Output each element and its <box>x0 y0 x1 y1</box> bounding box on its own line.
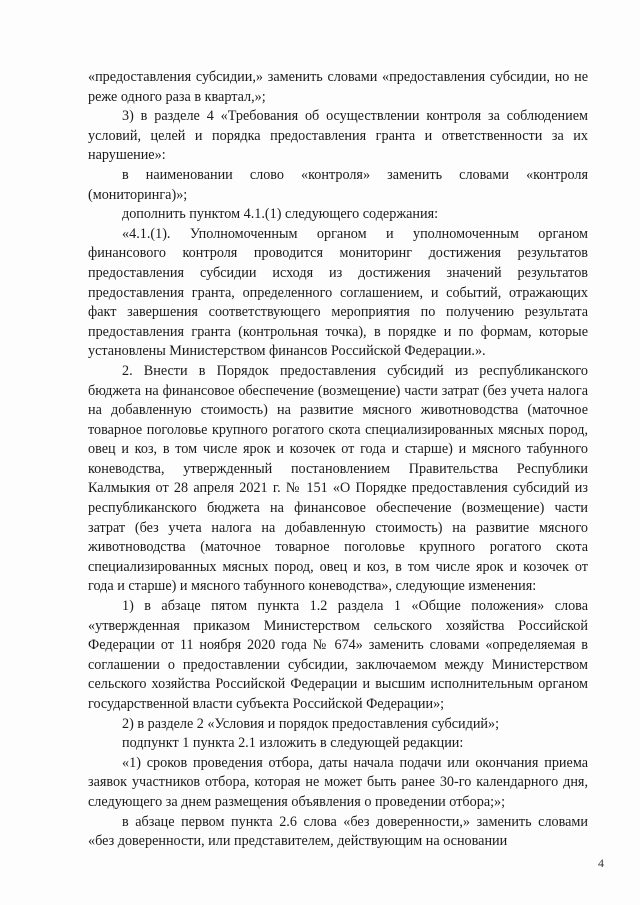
paragraph-5: «4.1.(1). Уполномоченным органом и уполномоченным органом финансового контроля проводится мониторинг достижения результатов предоставления субсидии исходя из достижения значений результатов предоставления гранта, определенного соглашением, и событий, отражающих факт завершения соответствующего мероприятия по получению результата предоставления гранта (контрольная точка), в порядке и по формам, которые установлены Министерством финансов Российской Федерации.». <box>88 225 588 360</box>
paragraph-7: 1) в абзаце пятом пункта 1.2 раздела 1 «Общие положения» слова «утвержденная приказом Министерством сельского хозяйства Российской Федерации от 11 ноября 2020 года № 674» заменить словами «определяемая в соглашении о предоставлении субсидии, заключаемом между Министерством сельского хозяйства Российской Федерации и высшим исполнительным органом государственной власти субъекта Российской Федерации»; <box>88 598 588 712</box>
document-body <box>88 68 588 852</box>
paragraph-10: «1) сроков проведения отбора, даты начала подачи или окончания приема заявок участников отбора, которая не может быть ранее 30-го календарного дня, следующего за днем размещения объявления о проведении отбора;»; <box>88 754 588 810</box>
paragraph-2: 3) в разделе 4 «Требования об осуществлении контроля за соблюдением условий, целей и порядка предоставления гранта и ответственности за их нарушение»: <box>88 108 588 164</box>
paragraph-4: дополнить пунктом 4.1.(1) следующего содержания: <box>122 206 439 223</box>
paragraph-11: в абзаце первом пункта 2.6 слова «без доверенности,» заменить словами «без доверенности, или представителем, действующим на основании <box>88 813 588 850</box>
paragraph-8: 2) в разделе 2 «Условия и порядок предоставления субсидий»; <box>122 715 500 732</box>
page-number: 4 <box>598 856 604 870</box>
paragraph-6: 2. Внести в Порядок предоставления субсидий из республиканского бюджета на финансовое обеспечение (возмещение) части затрат (без учета налога на добавленную стоимость) на развитие мясного животноводства (маточное товарное поголовье крупного рогатого скота специализированных мясных пород, овец и коз, в том числе ярок и козочек от года и старше) и мясного табунного коневодства, утвержденный постановлением Правительства Республики Калмыкия от 28 апреля 2021 г. № 151 «О Порядке предоставления субсидий из республиканского бюджета на финансовое обеспечение (возмещение) части затрат (без учета налога на добавленную стоимость) на развитие мясного животноводства (маточное товарное поголовье крупного рогатого скота специализированных мясных пород, овец и коз, в том числе ярок и козочек от года и старше) и мясного табунного коневодства», следующие изменения: <box>88 362 588 595</box>
paragraph-1: «предоставления субсидии,» заменить словами «предоставления субсидии, но не реже одного раза в квартал,»; <box>88 69 588 105</box>
paragraph-9: подпункт 1 пункта 2.1 изложить в следующей редакции: <box>122 735 464 752</box>
paragraph-3: в наименовании слово «контроля» заменить словами «контроля (мониторинга)»; <box>88 166 588 203</box>
